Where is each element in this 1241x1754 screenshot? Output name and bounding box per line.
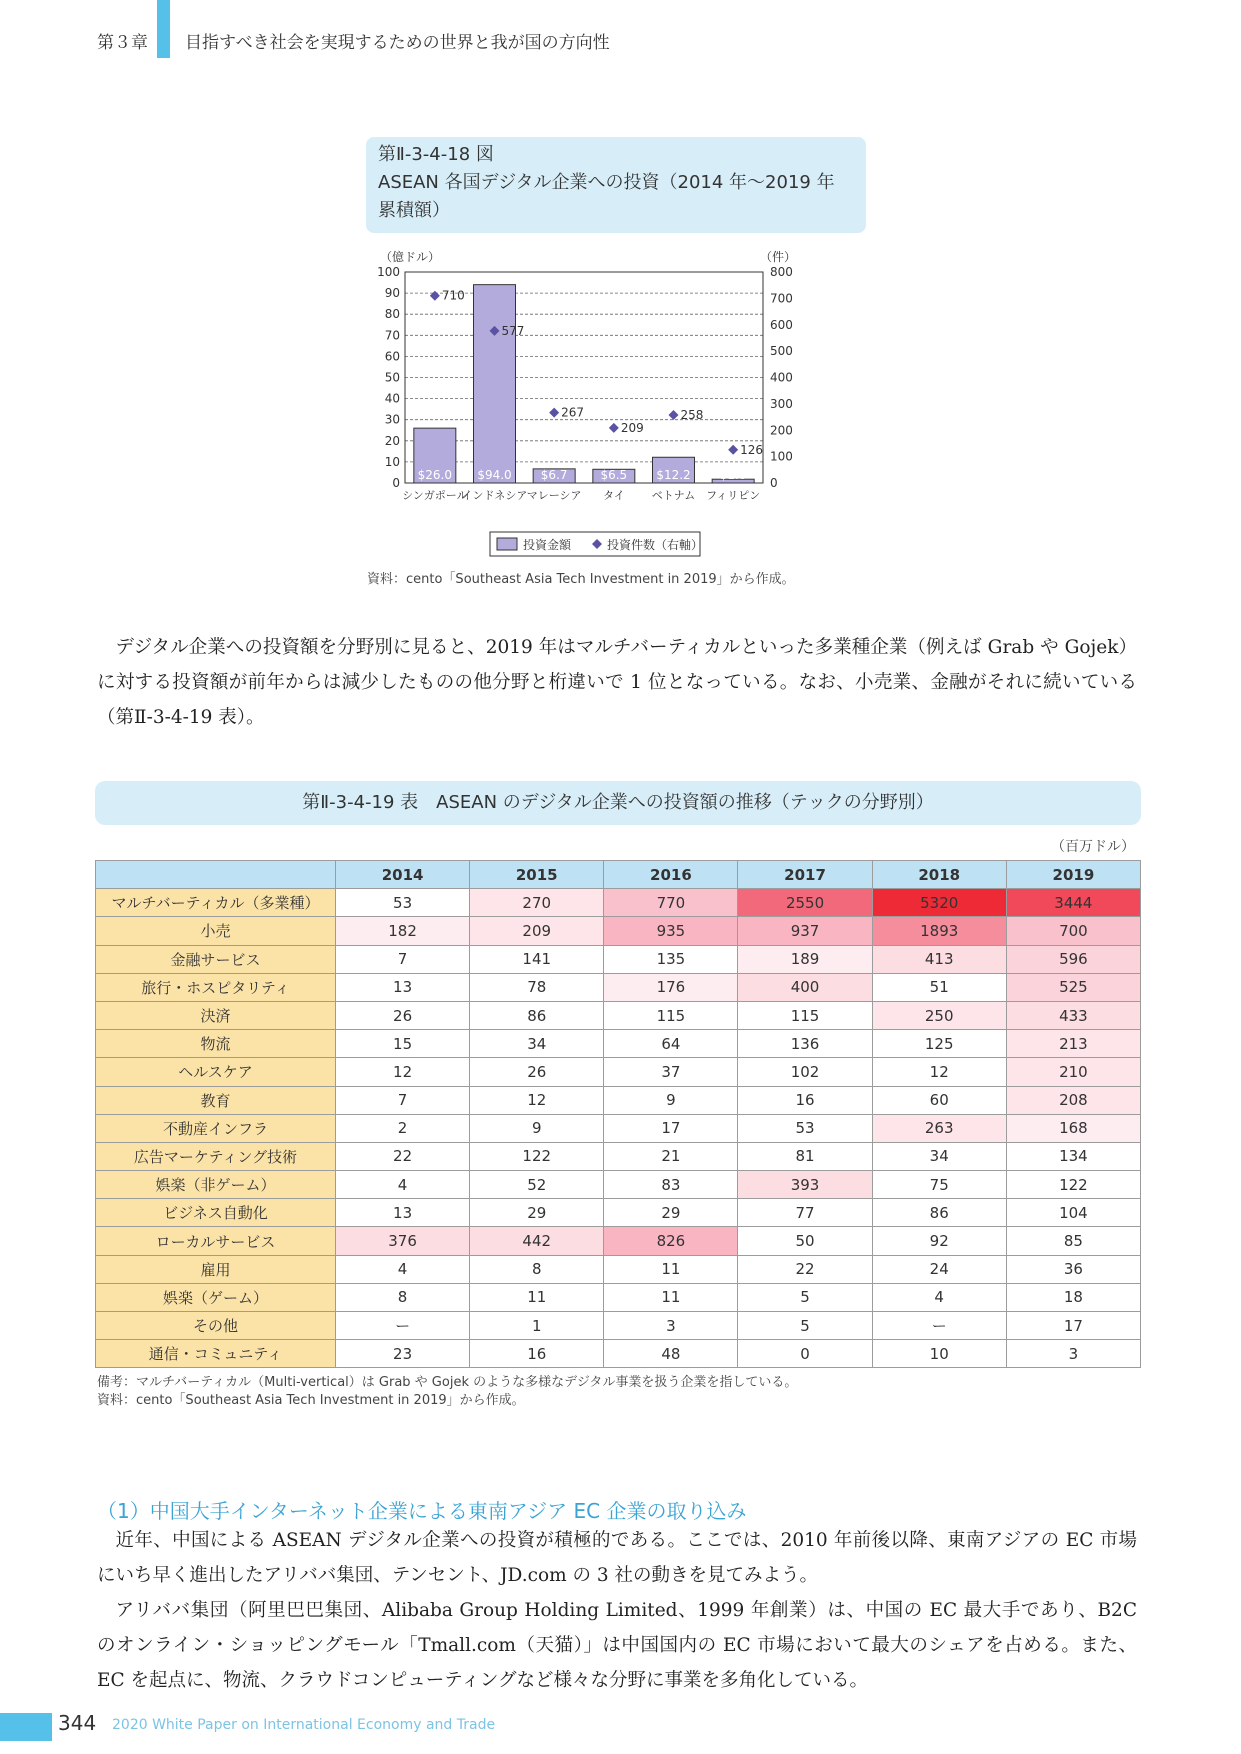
table-cell: 77 bbox=[738, 1199, 872, 1227]
table-cell: 4 bbox=[336, 1255, 470, 1283]
table-cell: 700 bbox=[1006, 917, 1140, 945]
table-cell: 3444 bbox=[1006, 889, 1140, 917]
table-cell: 1 bbox=[470, 1312, 604, 1340]
y-tick-label: 30 bbox=[384, 412, 400, 427]
table-cell: 11 bbox=[604, 1255, 738, 1283]
table-cell: 141 bbox=[470, 945, 604, 973]
row-label: 通信・コミュニティ bbox=[96, 1340, 336, 1368]
bar-value-label: $6.7 bbox=[540, 468, 568, 482]
table-cell: ー bbox=[872, 1312, 1006, 1340]
y-tick-label: 90 bbox=[384, 286, 400, 301]
table-row bbox=[96, 973, 1141, 1001]
y-tick-label: 20 bbox=[384, 433, 400, 448]
table-row bbox=[96, 945, 1141, 973]
table-cell: 433 bbox=[1006, 1001, 1140, 1029]
table-cell: 12 bbox=[470, 1086, 604, 1114]
table-cell: 135 bbox=[604, 945, 738, 973]
table-row bbox=[96, 1199, 1141, 1227]
table-cell: 17 bbox=[604, 1114, 738, 1142]
table-cell: 83 bbox=[604, 1171, 738, 1199]
y-tick-label: 10 bbox=[384, 454, 400, 469]
table-cell: 122 bbox=[1006, 1171, 1140, 1199]
row-label: 不動産インフラ bbox=[96, 1114, 336, 1142]
table-cell: 13 bbox=[336, 973, 470, 1001]
table-cell: 525 bbox=[1006, 973, 1140, 1001]
table-unit: （百万ドル） bbox=[1051, 839, 1135, 855]
count-value-label: 267 bbox=[561, 405, 585, 420]
table-cell: 17 bbox=[1006, 1312, 1140, 1340]
table-cell: 5 bbox=[738, 1312, 872, 1340]
y2-tick-label: 0 bbox=[770, 476, 778, 490]
table-cell: 125 bbox=[872, 1030, 1006, 1058]
legend-count-label: 投資件数（右軸） bbox=[607, 538, 704, 552]
table-cell: 8 bbox=[336, 1283, 470, 1311]
table-cell: 92 bbox=[872, 1227, 1006, 1255]
figure-title-line: 累積額） bbox=[378, 200, 450, 221]
table-row bbox=[96, 1058, 1141, 1086]
table-cell: 3 bbox=[604, 1312, 738, 1340]
table-cell: 115 bbox=[604, 1001, 738, 1029]
row-label: ローカルサービス bbox=[96, 1227, 336, 1255]
table-cell: 16 bbox=[470, 1340, 604, 1368]
paragraph-text: デジタル企業への投資額を分野別に見ると、2019 年はマルチバーティカルといった多業種企業（例えば Grab や Gojek）に対する投資額が前年からは減少したものの他分野と桁違いで 1 位となっている。なお、小売業、金融がそれに続いている（第Ⅱ-3-4-19 表）。 bbox=[97, 637, 1137, 728]
table-cell: 263 bbox=[872, 1114, 1006, 1142]
table-cell: 13 bbox=[336, 1199, 470, 1227]
table-cell: 34 bbox=[470, 1030, 604, 1058]
table-cell: 7 bbox=[336, 945, 470, 973]
table-cell: 0 bbox=[738, 1340, 872, 1368]
count-marker bbox=[430, 291, 440, 301]
table-cell: 12 bbox=[872, 1058, 1006, 1086]
row-label: 娯楽（非ゲーム） bbox=[96, 1171, 336, 1199]
year-header: 2017 bbox=[738, 861, 872, 889]
table-cell: 85 bbox=[1006, 1227, 1140, 1255]
table-cell: 5320 bbox=[872, 889, 1006, 917]
table-cell: 442 bbox=[470, 1227, 604, 1255]
year-header: 2014 bbox=[336, 861, 470, 889]
table-cell: 596 bbox=[1006, 945, 1140, 973]
count-value-label: 209 bbox=[620, 420, 644, 435]
table-cell: 8 bbox=[470, 1255, 604, 1283]
count-value-label: 577 bbox=[501, 323, 525, 338]
footer-accent-bar bbox=[0, 1713, 52, 1741]
table-cell: 9 bbox=[470, 1114, 604, 1142]
figure-title-box bbox=[366, 137, 866, 233]
y2-tick-label: 700 bbox=[770, 291, 793, 306]
table-cell: 11 bbox=[470, 1283, 604, 1311]
table-cell: 18 bbox=[1006, 1283, 1140, 1311]
row-label: 旅行・ホスピタリティ bbox=[96, 973, 336, 1001]
table-cell: 935 bbox=[604, 917, 738, 945]
table-row bbox=[96, 1283, 1141, 1311]
bar-value-label: $1.8 bbox=[719, 468, 747, 482]
y-tick-label: 80 bbox=[384, 307, 400, 322]
row-label: 教育 bbox=[96, 1086, 336, 1114]
chapter-title: 目指すべき社会を実現するための世界と我が国の方向性 bbox=[185, 33, 610, 53]
table-row bbox=[96, 1255, 1141, 1283]
paragraph-text: 近年、中国による ASEAN デジタル企業への投資が積極的である。ここでは、2010 年前後以降、東南アジアの EC 市場にいち早く進出したアリババ集団、テンセント、JD.com の 3 社の動きを見てみよう。 bbox=[97, 1530, 1137, 1586]
year-header: 2019 bbox=[1006, 861, 1140, 889]
table-cell: 2 bbox=[336, 1114, 470, 1142]
table-cell: 376 bbox=[336, 1227, 470, 1255]
table-cell: ー bbox=[336, 1312, 470, 1340]
table-cell: 26 bbox=[336, 1001, 470, 1029]
y2-tick-label: 800 bbox=[770, 265, 793, 279]
row-label: ビジネス自動化 bbox=[96, 1199, 336, 1227]
table-notes bbox=[97, 1374, 797, 1410]
y2-axis-label: （件） bbox=[760, 250, 797, 264]
table-cell: 393 bbox=[738, 1171, 872, 1199]
table-row bbox=[96, 1340, 1141, 1368]
figure-title-line: 第Ⅱ-3-4-18 図 bbox=[378, 144, 494, 165]
y2-tick-label: 100 bbox=[770, 449, 793, 464]
table-cell: 11 bbox=[604, 1283, 738, 1311]
count-marker bbox=[669, 410, 679, 420]
row-label: 娯楽（ゲーム） bbox=[96, 1283, 336, 1311]
y2-tick-label: 300 bbox=[770, 396, 793, 411]
count-marker bbox=[549, 408, 559, 418]
table-row bbox=[96, 1114, 1141, 1142]
table-cell: 400 bbox=[738, 973, 872, 1001]
row-label: 決済 bbox=[96, 1001, 336, 1029]
bar-value-label: $6.5 bbox=[600, 468, 628, 482]
table-source: 資料：cento「Southeast Asia Tech Investment in 2019」から作成。 bbox=[97, 1393, 525, 1408]
table-cell: 64 bbox=[604, 1030, 738, 1058]
table-cell: 189 bbox=[738, 945, 872, 973]
table-cell: 9 bbox=[604, 1086, 738, 1114]
table-cell: 22 bbox=[738, 1255, 872, 1283]
table-cell: 24 bbox=[872, 1255, 1006, 1283]
table-cell: 270 bbox=[470, 889, 604, 917]
table-row bbox=[96, 1086, 1141, 1114]
table-cell: 413 bbox=[872, 945, 1006, 973]
table-cell: 15 bbox=[336, 1030, 470, 1058]
table-cell: 209 bbox=[470, 917, 604, 945]
table-cell: 826 bbox=[604, 1227, 738, 1255]
table-cell: 1893 bbox=[872, 917, 1006, 945]
x-tick-label: マレーシア bbox=[526, 489, 582, 502]
bar-value-label: $94.0 bbox=[477, 468, 512, 482]
table-cell: 210 bbox=[1006, 1058, 1140, 1086]
table-cell: 78 bbox=[470, 973, 604, 1001]
table-cell: 5 bbox=[738, 1283, 872, 1311]
body-paragraphs bbox=[97, 1523, 1137, 1698]
x-tick-label: タイ bbox=[602, 489, 625, 502]
section-heading: （1）中国大手インターネット企業による東南アジア EC 企業の取り込み bbox=[97, 1499, 747, 1523]
table-row bbox=[96, 889, 1141, 917]
y2-tick-label: 400 bbox=[770, 370, 793, 385]
table-cell: 250 bbox=[872, 1001, 1006, 1029]
investment-table bbox=[95, 860, 1141, 1368]
table-title: 第Ⅱ-3-4-19 表 ASEAN のデジタル企業への投資額の推移（テックの分野別） bbox=[95, 781, 1141, 825]
row-label: その他 bbox=[96, 1312, 336, 1340]
legend-bar-swatch bbox=[497, 538, 517, 550]
table-cell: 21 bbox=[604, 1142, 738, 1170]
table-cell: 134 bbox=[1006, 1142, 1140, 1170]
table-cell: 16 bbox=[738, 1086, 872, 1114]
page-header bbox=[0, 0, 1241, 76]
table-cell: 75 bbox=[872, 1171, 1006, 1199]
table-cell: 104 bbox=[1006, 1199, 1140, 1227]
y2-tick-label: 200 bbox=[770, 423, 793, 438]
y-tick-label: 50 bbox=[384, 370, 400, 385]
table-cell: 4 bbox=[872, 1283, 1006, 1311]
y-tick-label: 60 bbox=[384, 349, 400, 364]
table-cell: 86 bbox=[470, 1001, 604, 1029]
table-note: 備考：マルチバーティカル（Multi-vertical）は Grab や Gojek のような多様なデジタル事業を扱う企業を指している。 bbox=[97, 1375, 798, 1390]
table-cell: 4 bbox=[336, 1171, 470, 1199]
table-cell: 52 bbox=[470, 1171, 604, 1199]
year-header: 2018 bbox=[872, 861, 1006, 889]
row-label: ヘルスケア bbox=[96, 1058, 336, 1086]
table-cell: 23 bbox=[336, 1340, 470, 1368]
row-label: 雇用 bbox=[96, 1255, 336, 1283]
chapter-label: 第３章 bbox=[97, 33, 148, 53]
bar bbox=[474, 285, 516, 483]
y-tick-label: 70 bbox=[384, 328, 400, 343]
table-cell: 37 bbox=[604, 1058, 738, 1086]
y2-tick-label: 500 bbox=[770, 344, 793, 359]
y-tick-label: 0 bbox=[392, 476, 400, 490]
table-row bbox=[96, 1142, 1141, 1170]
y2-tick-label: 600 bbox=[770, 317, 793, 332]
table-row bbox=[96, 1227, 1141, 1255]
table-corner-cell bbox=[96, 861, 336, 889]
table-cell: 60 bbox=[872, 1086, 1006, 1114]
count-value-label: 126 bbox=[740, 442, 764, 457]
count-marker bbox=[728, 445, 738, 455]
table-cell: 208 bbox=[1006, 1086, 1140, 1114]
table-row bbox=[96, 917, 1141, 945]
bar-value-label: $26.0 bbox=[417, 468, 453, 482]
paragraph-text: アリババ集団（阿里巴巴集団、Alibaba Group Holding Limited、1999 年創業）は、中国の EC 最大手であり、B2C のオンライン・ショッピングモール「Tmall.com（天猫）」は中国国内の EC 市場において最大のシェアを占める。また、EC を起点に、物流、クラウドコンピューティングなど様々な分野に事業を多角化している。 bbox=[97, 1600, 1137, 1691]
count-value-label: 258 bbox=[680, 407, 704, 422]
table-cell: 51 bbox=[872, 973, 1006, 1001]
footer-title: 2020 White Paper on International Economy and Trade bbox=[112, 1717, 496, 1733]
table-cell: 2550 bbox=[738, 889, 872, 917]
row-label: マルチバーティカル（多業種） bbox=[96, 889, 336, 917]
table-cell: 29 bbox=[470, 1199, 604, 1227]
table-cell: 122 bbox=[470, 1142, 604, 1170]
plot-frame bbox=[405, 272, 763, 483]
table-row bbox=[96, 1001, 1141, 1029]
row-label: 小売 bbox=[96, 917, 336, 945]
figure-source: 資料：cento「Southeast Asia Tech Investment in 2019」から作成。 bbox=[367, 572, 795, 587]
y-tick-label: 100 bbox=[377, 265, 400, 279]
table-cell: 136 bbox=[738, 1030, 872, 1058]
y-tick-label: 40 bbox=[384, 391, 400, 406]
table-cell: 102 bbox=[738, 1058, 872, 1086]
table-cell: 53 bbox=[336, 889, 470, 917]
table-cell: 770 bbox=[604, 889, 738, 917]
row-label: 物流 bbox=[96, 1030, 336, 1058]
table-cell: 22 bbox=[336, 1142, 470, 1170]
table-cell: 48 bbox=[604, 1340, 738, 1368]
table-cell: 115 bbox=[738, 1001, 872, 1029]
x-tick-label: フィリピン bbox=[706, 489, 761, 502]
table-row bbox=[96, 1171, 1141, 1199]
table-cell: 3 bbox=[1006, 1340, 1140, 1368]
table-cell: 10 bbox=[872, 1340, 1006, 1368]
year-header: 2015 bbox=[470, 861, 604, 889]
bar-value-label: $12.2 bbox=[656, 468, 691, 482]
legend-bar-label: 投資金額 bbox=[523, 538, 572, 552]
body-paragraph bbox=[97, 630, 1137, 735]
table-cell: 12 bbox=[336, 1058, 470, 1086]
table-cell: 29 bbox=[604, 1199, 738, 1227]
table-cell: 50 bbox=[738, 1227, 872, 1255]
x-tick-label: インドネシア bbox=[461, 489, 528, 502]
investment-chart bbox=[360, 245, 880, 567]
table-row bbox=[96, 1030, 1141, 1058]
table-cell: 937 bbox=[738, 917, 872, 945]
table-header-row bbox=[96, 861, 1141, 889]
page-number: 344 bbox=[58, 1711, 97, 1735]
count-marker bbox=[609, 423, 619, 433]
chapter-accent-bar bbox=[157, 0, 170, 58]
x-tick-label: シンガポール bbox=[402, 489, 468, 502]
table-cell: 34 bbox=[872, 1142, 1006, 1170]
table-cell: 7 bbox=[336, 1086, 470, 1114]
table-cell: 176 bbox=[604, 973, 738, 1001]
table-row bbox=[96, 1312, 1141, 1340]
y-axis-label: （億ドル） bbox=[380, 250, 441, 264]
table-cell: 213 bbox=[1006, 1030, 1140, 1058]
table-cell: 182 bbox=[336, 917, 470, 945]
count-value-label: 710 bbox=[441, 288, 465, 303]
row-label: 広告マーケティング技術 bbox=[96, 1142, 336, 1170]
row-label: 金融サービス bbox=[96, 945, 336, 973]
table-cell: 53 bbox=[738, 1114, 872, 1142]
table-cell: 81 bbox=[738, 1142, 872, 1170]
year-header: 2016 bbox=[604, 861, 738, 889]
figure-title-line: ASEAN 各国デジタル企業への投資（2014 年〜2019 年 bbox=[378, 172, 835, 193]
table-cell: 36 bbox=[1006, 1255, 1140, 1283]
table-cell: 26 bbox=[470, 1058, 604, 1086]
table-cell: 86 bbox=[872, 1199, 1006, 1227]
table-cell: 168 bbox=[1006, 1114, 1140, 1142]
x-tick-label: ベトナム bbox=[651, 489, 696, 502]
